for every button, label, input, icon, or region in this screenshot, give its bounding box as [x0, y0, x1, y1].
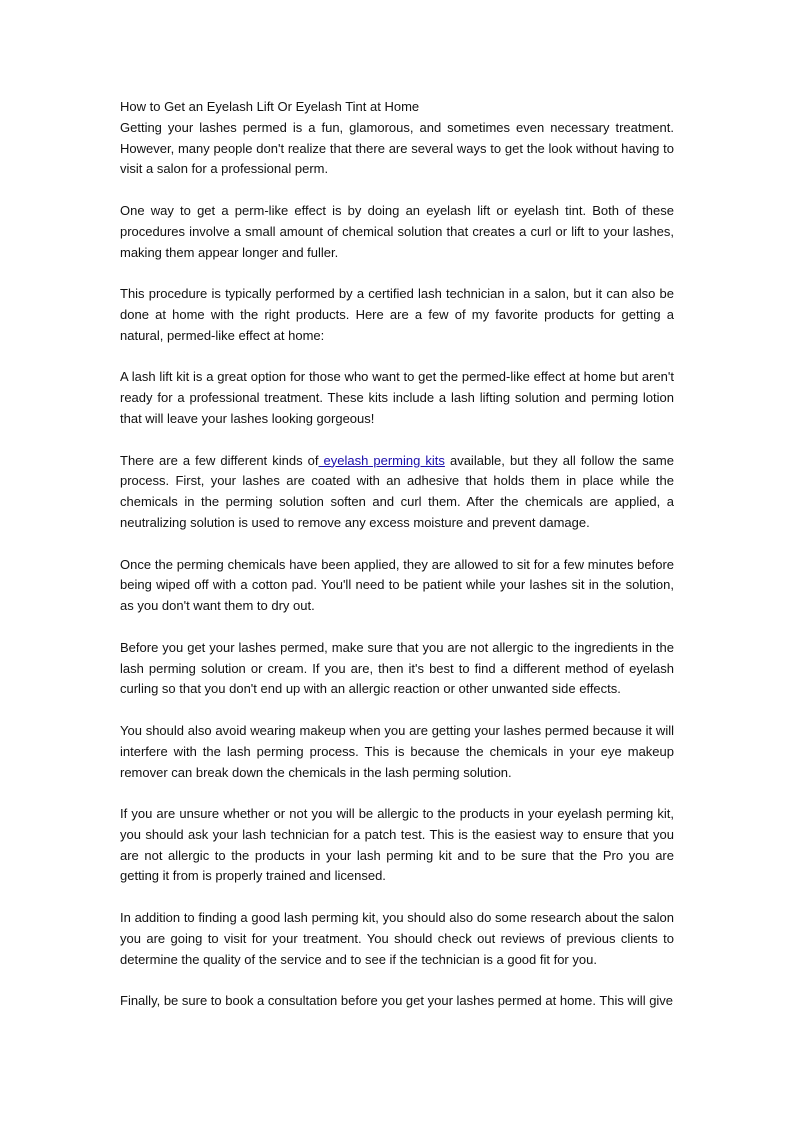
paragraph-2: One way to get a perm-like effect is by doing an eyelash lift or eyelash tint. Both of these procedures involve a small amount of chemical solution that creates a curl or lift to your lashes, making them appear longer and fuller. [120, 202, 674, 260]
paragraph-6: Once the perming chemicals have been applied, they are allowed to sit for a few minutes before being wiped off with a cotton pad. You'll need to be patient while your lashes sit in the solution, as you don't want them to dry out. [120, 556, 674, 614]
paragraph-5 [120, 451, 674, 534]
paragraph-5-text-after: available, but they all follow the same process. First, your lashes are coated with an adhesive that holds them in place while the chemicals in the perming solution soften and curl them. After the chemicals are applied, a neutralizing solution is used to remove any excess moisture and prevent damage. [120, 452, 674, 530]
paragraph-3: This procedure is typically performed by a certified lash technician in a salon, but it can also be done at home with the right products. Here are a few of my favorite products for getting a natural, permed-like effect at home: [120, 286, 674, 343]
paragraph-9: If you are unsure whether or not you will be allergic to the products in your eyelash perming kit, you should ask your lash technician for a patch test. This is the easiest way to ensure that you are not allergic to the products in your lash perming kit and to be sure that the Pro you are getting it from is properly trained and licensed. [120, 806, 674, 884]
paragraph-1: Getting your lashes permed is a fun, glamorous, and sometimes even necessary treatment. However, many people don't realize that there are several ways to get the look without having to visit a salon for a professional perm. [120, 119, 674, 177]
paragraph-11: Finally, be sure to book a consultation before you get your lashes permed at home. This will give [120, 993, 674, 1009]
paragraph-4: A lash lift kit is a great option for those who want to get the permed-like effect at home but aren't ready for a professional treatment. These kits include a lash lifting solution and perming lotion that will leave your lashes looking gorgeous! [120, 369, 674, 426]
paragraph-5-text-before: There are a few different kinds of [120, 452, 319, 468]
paragraph-8: You should also avoid wearing makeup when you are getting your lashes permed because it will interfere with the lash perming process. This is because the chemicals in your eye makeup remover can break down the chemicals in the lash perming solution. [120, 722, 674, 780]
document-title: How to Get an Eyelash Lift Or Eyelash Tint at Home [120, 99, 420, 114]
eyelash-perming-kits-link[interactable]: eyelash perming kits [318, 452, 445, 468]
document-page [120, 97, 674, 1033]
paragraph-10: In addition to finding a good lash perming kit, you should also do some research about the salon you are going to visit for your treatment. You should check out reviews of previous clients to determine the quality of the service and to see if the technician is a good fit for you. [120, 910, 674, 967]
paragraph-7: Before you get your lashes permed, make sure that you are not allergic to the ingredients in the lash perming solution or cream. If you are, then it's best to find a different method of eyelash curling so that you don't end up with an allergic reaction or other unwanted side effects. [120, 639, 674, 697]
